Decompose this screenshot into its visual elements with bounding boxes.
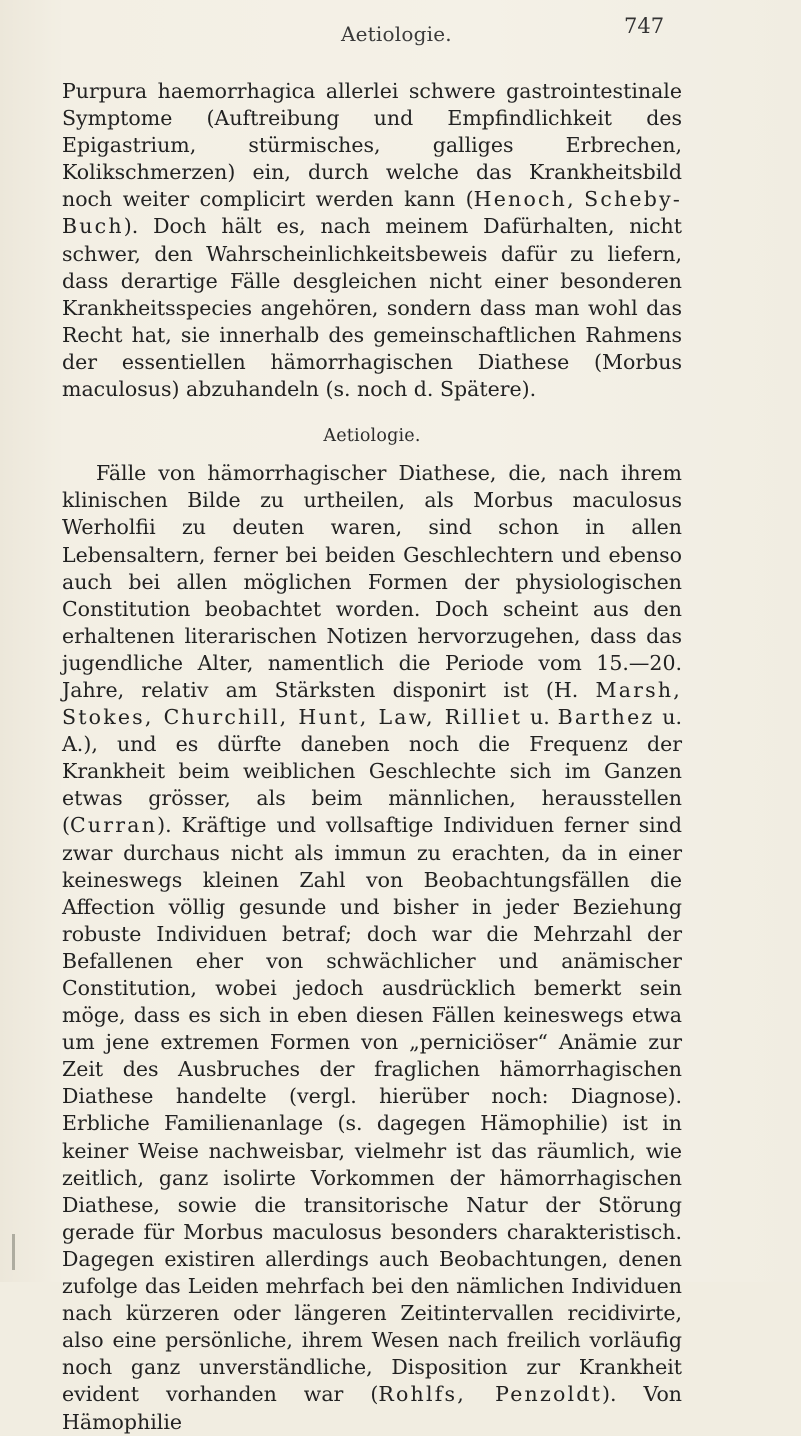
body-text (62, 78, 682, 1436)
author-name: Scheby-Buch (62, 187, 682, 239)
author-name: Curran (70, 813, 158, 838)
author-names: Rohlfs, Penzoldt (378, 1382, 603, 1407)
author-name: Barthez (557, 705, 655, 730)
section-heading: Aetiologie. (323, 426, 421, 447)
text-run: , (567, 187, 585, 212)
text-run: ). Von Hämophilie (62, 1382, 683, 1434)
paragraph-continuation (62, 78, 682, 403)
running-header (0, 14, 801, 54)
text-run: ). Doch hält es, nach meinem Dafürhalten, nicht schwer, den Wahrscheinlichkeitsbeweis dafür zu liefern, dass derartige Fälle desgleichen nicht einer besonderen Krankheitsspecies angehören, sondern dass man wohl das Recht hat, sie innerhalb des gemeinschaftlichen Rahmens der essentiellen hämorrhagischen Diathese (Morbus maculosus) abzuhandeln (s. noch d. Spätere). (62, 214, 682, 402)
text-run: Fälle von hämorrhagischer Diathese, die, nach ihrem klinischen Bilde zu urtheilen, als Morbus maculosus Werholfii zu deuten waren, sind schon in allen Lebensaltern, ferner bei beiden Geschlechtern und ebenso auch bei allen möglichen Formen der physiologischen Constitution beobachtet worden. Doch scheint aus den erhaltenen literarischen Notizen hervorzugehen, dass das jugendliche Alter, namentlich die Periode vom 15.—20. Jahre, relativ am Stärksten disponirt ist (H. (62, 461, 682, 702)
author-name: Henoch (473, 187, 568, 212)
text-run: Purpura haemorrhagica allerlei schwere gastrointestinale Symptome (Auftreibung und Empfindlichkeit des Epigastrium, stürmisches, galliges Erbrechen, Kolikschmerzen) ein, durch welche das Krankheitsbild noch weiter complicirt werden kann ( (62, 79, 682, 212)
text-run: ). Kräftige und vollsaftige Individuen ferner sind zwar durchaus nicht als immun zu erachten, da in einer keineswegs kleinen Zahl von Beobachtungsfällen die Affection völlig gesunde und bisher in jeder Beziehung robuste Individuen betraf; doch war die Mehrzahl der Befallenen eher von schwächlicher und anämischer Constitution, wobei jedoch ausdrücklich bemerkt sein möge, dass es sich in eben diesen Fällen keineswegs etwa um jene extremen Formen von „perniciöser“ Anämie zur Zeit des Ausbruches der fraglichen hämorrhagischen Diathese handelte (vergl. hierüber noch: Diagnose). Erbliche Familienanlage (s. dagegen Hämophilie) ist in keiner Weise nachweisbar, vielmehr ist das räumlich, wie zeitlich, ganz isolirte Vorkommen der hämorrhagischen Diathese, sowie die transitorische Natur der Störung gerade für Morbus maculosus besonders charakteristisch. Dagegen existiren allerdings auch Beobachtungen, denen zufolge das Leiden mehrfach bei den nämlichen Individuen nach kürzeren oder längeren Zeitintervallen recidivirte, also eine persönliche, ihrem Wesen nach freilich vorläufig noch ganz unverständliche, Disposition zur Krankheit evident vorhanden war ( (62, 813, 682, 1407)
running-title: Aetiologie. (341, 22, 452, 46)
page-number: 747 (624, 14, 665, 38)
page-edge-mark (12, 1234, 15, 1270)
paragraph-aetiologie (62, 460, 682, 1435)
text-run: u. (522, 705, 558, 730)
author-names: Marsh, Stokes, Churchill, Hunt, Law, Rilliet (62, 677, 682, 730)
text-run: u. A.), und es dürfte daneben noch die Frequenz der Krankheit beim weiblichen Geschlechte sich im Ganzen etwas grösser, als beim männlichen, herausstellen ( (62, 705, 682, 838)
